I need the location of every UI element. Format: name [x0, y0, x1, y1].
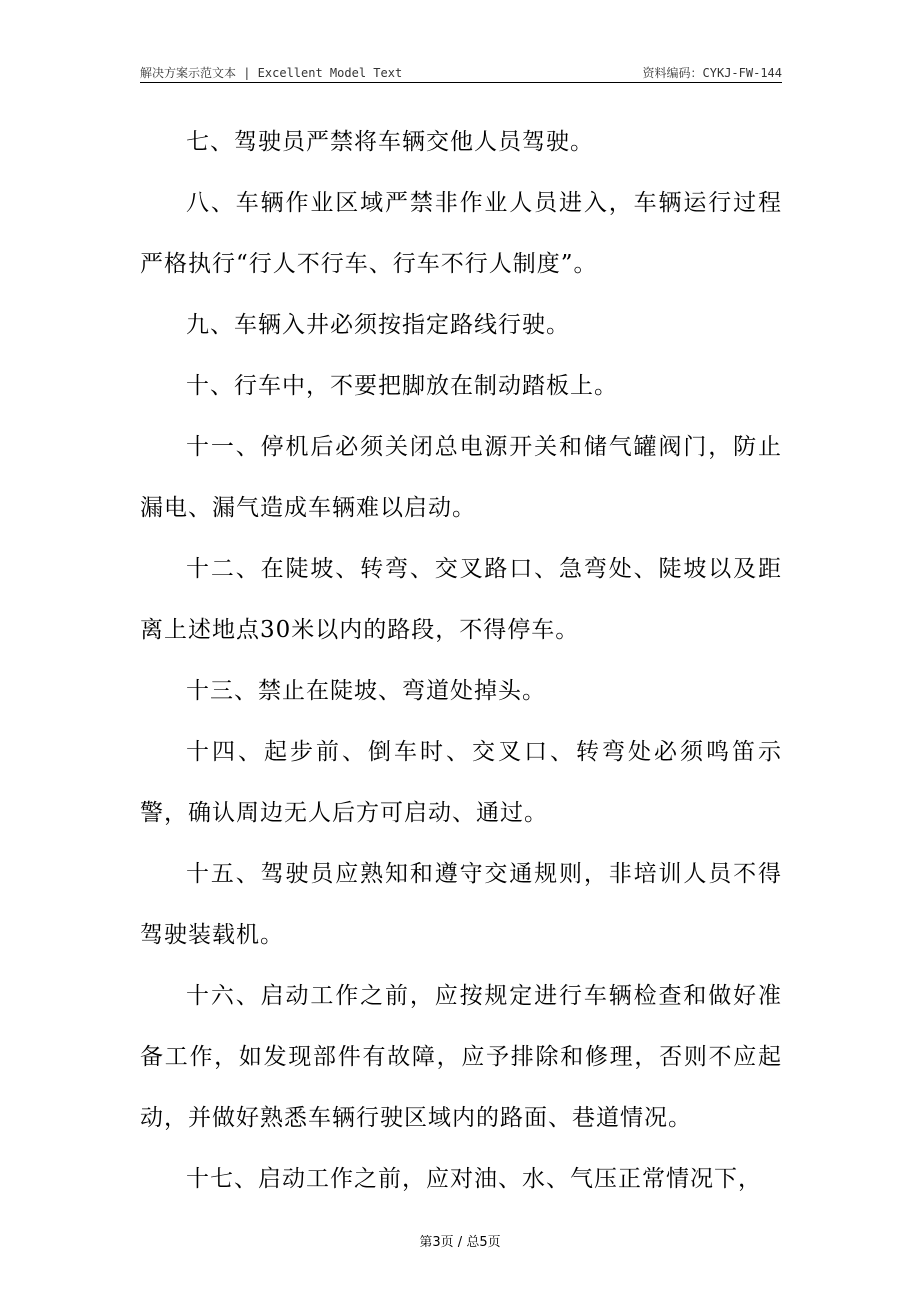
paragraph: 十三、禁止在陡坡、弯道处掉头。: [186, 678, 546, 704]
paragraph: 十、行车中，不要把脚放在制动踏板上。: [186, 373, 618, 399]
paragraph: 七、驾驶员严禁将车辆交他人员驾驶。: [186, 129, 594, 155]
document-code: 资料编码：CYKJ-FW-144: [642, 66, 782, 80]
paragraph: 十六、启动工作之前，应按规定进行车辆检查和做好准备工作，如发现部件有故障，应予排除和修理，否则不应起动，并做好熟悉车辆行驶区域内的路面、巷道情况。: [140, 983, 782, 1131]
paragraph: 九、车辆入井必须按指定路线行驶。: [186, 312, 570, 338]
paragraph: 十四、起步前、倒车时、交叉口、转弯处必须鸣笛示警，确认周边无人后方可启动、通过。: [140, 739, 782, 826]
paragraph: 八、车辆作业区域严禁非作业人员进入，车辆运行过程严格执行“行人不行车、行车不行人制度”。: [140, 190, 782, 277]
paragraph: 十一、停机后必须关闭总电源开关和储气罐阀门，防止漏电、漏气造成车辆难以启动。: [140, 434, 782, 521]
paragraph: 十二、在陡坡、转弯、交叉路口、急弯处、陡坡以及距离上述地点30米以内的路段，不得停车。: [140, 556, 782, 643]
document-body: [140, 112, 782, 1210]
header-title: 解决方案示范文本 | Excellent Model Text: [140, 66, 403, 80]
paragraph: 十五、驾驶员应熟知和遵守交通规则，非培训人员不得驾驶装载机。: [140, 861, 782, 948]
page-header: [140, 62, 782, 83]
page-number: 第3页 / 总5页: [419, 1235, 501, 1250]
paragraph: 十七、启动工作之前，应对油、水、气压正常情况下，: [186, 1166, 762, 1192]
